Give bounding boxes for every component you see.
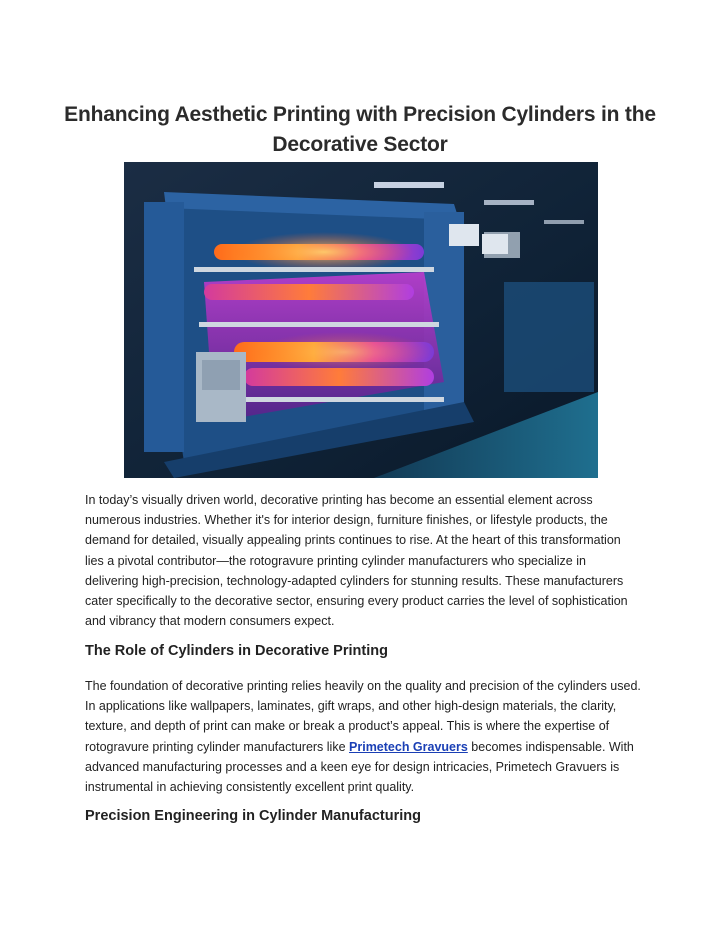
primetech-gravuers-link[interactable]: Primetech Gravuers xyxy=(349,739,468,754)
printing-machine-illustration xyxy=(124,162,598,478)
intro-paragraph: In today’s visually driven world, decorative printing has become an essential element across numerous industries. Whether it's for interior design, furniture finishes, or lifestyle products, the demand for detailed, visually appealing prints continues to rise. At the heart of this transformation lies a pivotal contributor—the rotogravure printing cylinder manufacturers who specialize in delivering high-precision, technology-adapted cylinders for stunning results. These manufacturers cater specifically to the decorative sector, ensuring every product carries the level of sophistication and vibrancy that modern consumers expect. xyxy=(85,493,628,629)
hero-image xyxy=(124,162,598,478)
section1-text-after-link: becomes indispensable. With advanced manufacturing processes and a keen eye for design intricacies, Primetech Gravuers is instrumental in achieving consistently excellent print quality. xyxy=(85,739,634,795)
section-heading-role-of-cylinders: The Role of Cylinders in Decorative Printing xyxy=(85,643,388,659)
section-heading-precision-engineering: Precision Engineering in Cylinder Manufacturing xyxy=(85,808,421,824)
section1-text-before-link: The foundation of decorative printing relies heavily on the quality and precision of the cylinders used. In applications like wallpapers, laminates, gift wraps, and other high-design materials, the clarity, texture, and depth of print can make or break a product’s appeal. This is where the expertise of rotogravure printing cylinder manufacturers like xyxy=(85,679,641,754)
page-title: Enhancing Aesthetic Printing with Precision Cylinders in the Decorative Sector xyxy=(64,103,656,157)
section1-paragraph xyxy=(85,676,641,797)
